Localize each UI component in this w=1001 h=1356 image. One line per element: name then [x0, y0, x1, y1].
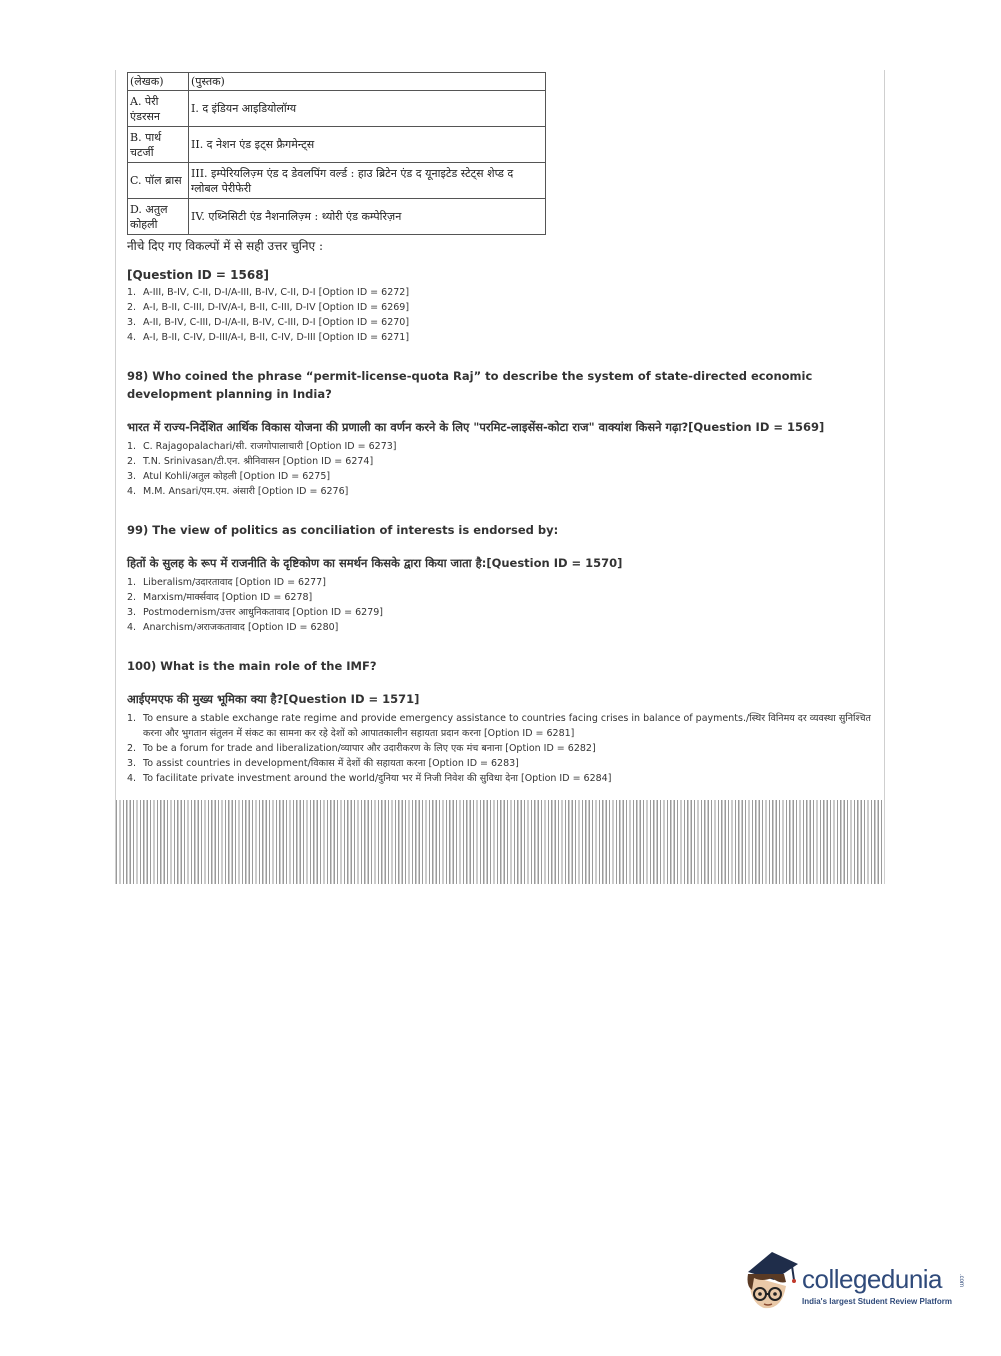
option-number: 1.	[127, 441, 137, 452]
table-row	[128, 127, 546, 163]
option-number: 4.	[127, 773, 137, 784]
option-text: A-II, B-IV, C-III, D-I/A-II, B-IV, C-III, D-I [Option ID = 6270]	[143, 317, 410, 328]
option-number: 3.	[127, 317, 137, 328]
brand-name: collegedunia	[802, 1264, 943, 1294]
header-book: (पुस्तक)	[189, 73, 546, 91]
option-text: A-III, B-IV, C-II, D-I/A-III, B-IV, C-II, D-I [Option ID = 6272]	[143, 287, 410, 298]
option-text: To assist countries in development/विकास में देशों की सहायता करना [Option ID = 6283]	[143, 758, 519, 769]
match-table-header	[128, 73, 546, 91]
question-100-english: 100) What is the main role of the IMF?	[127, 659, 377, 673]
option-text: A-I, B-II, C-III, D-IV/A-I, B-II, C-III, D-IV [Option ID = 6269]	[143, 302, 410, 313]
author-cell: A. पेरी एंडरसन	[128, 91, 189, 127]
options-97	[127, 285, 875, 345]
option-text: M.M. Ansari/एम.एम. अंसारी [Option ID = 6276]	[143, 486, 349, 497]
question-99-english: 99) The view of politics as conciliation of interests is endorsed by:	[127, 523, 559, 537]
instruction-text: नीचे दिए गए विकल्पों में से सही उत्तर चुनिए :	[127, 239, 324, 253]
option-text: To ensure a stable exchange rate regime and provide emergency assistance to countries facing crises in balance of payments./स्थिर विनिमय दर व्यवस्था सुनिश्चित करना और भुगतान संतुलन में संकट का सामना कर रहे देशों को आपातकालीन सहायता प्रदान करना [Option ID = 6281]	[143, 713, 871, 739]
page-content	[127, 72, 875, 786]
question-99-hindi: हितों के सुलह के रूप में राजनीति के दृष्टिकोण का समर्थन किसके द्वारा किया जाता है:[Question ID = 1570]	[127, 556, 623, 570]
option-number: 1.	[127, 713, 137, 724]
option-number: 3.	[127, 471, 137, 482]
table-row	[128, 163, 546, 199]
option-number: 4.	[127, 332, 137, 343]
match-table	[127, 72, 546, 235]
option-text: C. Rajagopalachari/सी. राजगोपालाचारी [Option ID = 6273]	[143, 441, 397, 452]
question-100-hindi: आईएमएफ की मुख्य भूमिका क्या है?[Question ID = 1571]	[127, 692, 420, 706]
option-item[interactable]	[127, 330, 875, 345]
author-cell: D. अतुल कोहली	[128, 199, 189, 235]
option-item[interactable]	[127, 484, 875, 499]
options-98	[127, 439, 875, 499]
option-text: Liberalism/उदारतावाद [Option ID = 6277]	[143, 577, 326, 588]
option-item[interactable]	[127, 756, 875, 771]
options-99	[127, 575, 875, 635]
option-number: 2.	[127, 743, 137, 754]
author-cell: B. पार्थ चटर्जी	[128, 127, 189, 163]
option-number: 4.	[127, 622, 137, 633]
option-number: 4.	[127, 486, 137, 497]
header-author: (लेखक)	[128, 73, 189, 91]
option-number: 2.	[127, 456, 137, 467]
option-item[interactable]	[127, 605, 875, 620]
option-item[interactable]	[127, 575, 875, 590]
option-text: Anarchism/अराजकतावाद [Option ID = 6280]	[143, 622, 339, 633]
book-cell: III. इम्पेरियलिज़्म एंड द डेवलपिंग वर्ल्ड : हाउ ब्रिटेन एंड द यूनाइटेड स्टेट्स शेप्ड द ग्लोबल पेरीफेरी	[189, 163, 546, 199]
mascot-icon	[742, 1250, 800, 1314]
table-row	[128, 91, 546, 127]
options-100	[127, 711, 875, 786]
option-text: T.N. Srinivasan/टी.एन. श्रीनिवासन [Option ID = 6274]	[143, 456, 374, 467]
option-item[interactable]	[127, 285, 875, 300]
option-text: Atul Kohli/अतुल कोहली [Option ID = 6275]	[143, 471, 331, 482]
option-item[interactable]	[127, 620, 875, 635]
option-item[interactable]	[127, 454, 875, 469]
option-item[interactable]	[127, 711, 875, 741]
barcode-strip	[116, 800, 884, 884]
option-item[interactable]	[127, 439, 875, 454]
question-98-hindi: भारत में राज्य-निर्देशित आर्थिक विकास योजना की प्रणाली का वर्णन करने के लिए "परमिट-लाइसेंस-कोटा राज" वाक्यांश किसने गढ़ा?[Question ID = 1569]	[127, 420, 825, 434]
question-id-97: [Question ID = 1568]	[127, 268, 270, 282]
brand-suffix: .com	[958, 1274, 964, 1288]
option-number: 1.	[127, 577, 137, 588]
option-text: To facilitate private investment around the world/दुनिया भर में निजी निवेश की सुविधा देना [Option ID = 6284]	[143, 773, 612, 784]
option-item[interactable]	[127, 469, 875, 484]
option-item[interactable]	[127, 315, 875, 330]
brand-tagline: India's largest Student Review Platform	[802, 1297, 952, 1306]
question-98-english: 98) Who coined the phrase “permit-license-quota Raj” to describe the system of state-directed economic development planning in India?	[127, 369, 813, 401]
option-number: 3.	[127, 758, 137, 769]
option-item[interactable]	[127, 300, 875, 315]
option-item[interactable]	[127, 771, 875, 786]
author-cell: C. पॉल ब्रास	[128, 163, 189, 199]
option-text: To be a forum for trade and liberalization/व्यापार और उदारीकरण के लिए एक मंच बनाना [Option ID = 6282]	[143, 743, 596, 754]
book-cell: I. द इंडियन आइडियोलॉग्य	[189, 91, 546, 127]
option-item[interactable]	[127, 741, 875, 756]
table-row	[128, 199, 546, 235]
option-number: 3.	[127, 607, 137, 618]
option-item[interactable]	[127, 590, 875, 605]
option-number: 2.	[127, 592, 137, 603]
option-text: A-I, B-II, C-IV, D-III/A-I, B-II, C-IV, D-III [Option ID = 6271]	[143, 332, 410, 343]
option-text: Marxism/मार्क्सवाद [Option ID = 6278]	[143, 592, 313, 603]
book-cell: II. द नेशन एंड इट्स फ्रैगमेन्ट्स	[189, 127, 546, 163]
collegedunia-logo[interactable]	[742, 1250, 972, 1314]
option-number: 1.	[127, 287, 137, 298]
book-cell: IV. एथ्निसिटी एंड नैशनालिज़्म : थ्योरी एंड कम्पेरिज़न	[189, 199, 546, 235]
option-text: Postmodernism/उत्तर आधुनिकतावाद [Option ID = 6279]	[143, 607, 383, 618]
option-number: 2.	[127, 302, 137, 313]
